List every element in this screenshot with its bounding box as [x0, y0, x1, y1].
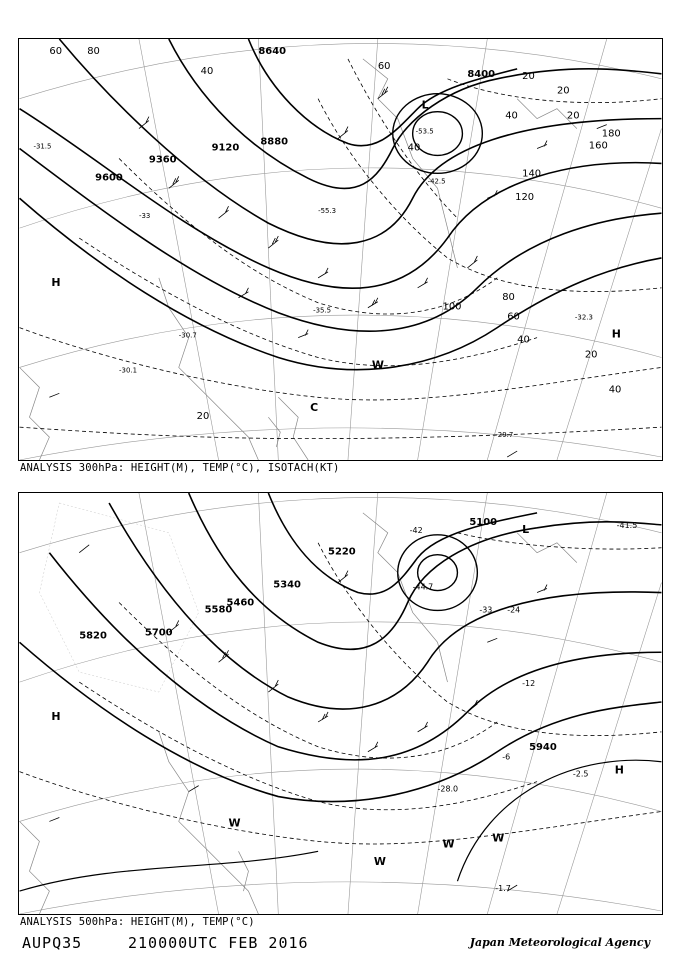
temp-label: -28.0	[437, 784, 459, 794]
isotach-label: 100	[442, 301, 462, 313]
height-label: 5940	[529, 741, 557, 753]
warm-marker: W	[371, 358, 384, 372]
isotach-label: 20	[584, 349, 598, 361]
caption-500hpa: ANALYSIS 500hPa: HEIGHT(M), TEMP(°C)	[20, 916, 255, 928]
height-label: 5700	[144, 627, 173, 639]
warm-marker: W	[228, 816, 241, 830]
high-marker: H	[611, 327, 621, 341]
temp-label: -42	[409, 525, 423, 535]
caption-300hpa: ANALYSIS 300hPa: HEIGHT(M), TEMP(°C), ISOTACH(KT)	[20, 462, 340, 474]
isotherms	[20, 533, 662, 844]
height-label: 9360	[148, 154, 177, 166]
temp-label: -41.5	[616, 520, 638, 530]
high-marker: H	[51, 709, 61, 723]
temp-label: -31.5	[33, 142, 52, 151]
map-500hpa	[18, 492, 663, 915]
isotach-label: 40	[200, 65, 214, 77]
isotach-label: 40	[517, 334, 530, 346]
high-marker: H	[51, 275, 61, 289]
warm-marker: W	[492, 831, 505, 845]
height-label: 5220	[328, 546, 356, 558]
temp-label: -55.3	[318, 207, 337, 216]
map-300hpa-canvas	[19, 39, 662, 460]
isotach-label: 20	[196, 411, 210, 423]
temp-label: -44.7	[412, 582, 434, 592]
low-contour	[398, 535, 478, 611]
agency-name: Japan Meteorological Agency	[469, 936, 650, 949]
pressure-centers	[51, 523, 623, 868]
temp-label: -12	[522, 679, 536, 689]
height-label: 8880	[260, 136, 289, 148]
low-contour	[393, 94, 483, 174]
valid-time: 210000UTC FEB 2016	[128, 934, 309, 952]
map-500hpa-canvas	[19, 493, 662, 914]
coastlines	[20, 59, 577, 460]
temp-label: -6	[502, 752, 511, 762]
height-label: 8640	[258, 45, 287, 57]
map-300hpa	[18, 38, 663, 461]
temp-label: -24	[507, 605, 521, 615]
isotach-label: 60	[49, 45, 63, 57]
warm-marker: W	[442, 837, 455, 851]
isotach-label: 120	[515, 192, 535, 204]
cold-marker: C	[310, 401, 319, 415]
isotach-label: 20	[556, 85, 570, 97]
chart-id: AUPQ35	[22, 934, 83, 952]
temp-label: -29.7	[495, 431, 514, 440]
coastlines	[20, 513, 577, 914]
isotach-label: 180	[601, 128, 621, 140]
isotach-label: 40	[505, 110, 518, 122]
height-label: 8400	[467, 68, 496, 80]
low-marker: L	[522, 522, 530, 536]
isotachs	[20, 59, 662, 439]
temp-label: -1.7	[495, 884, 511, 894]
low-marker: L	[421, 98, 429, 112]
temp-label: -2.5	[572, 769, 589, 779]
temp-label: -42.5	[427, 177, 446, 186]
temp-label: -33	[138, 212, 151, 221]
height-label: 5820	[79, 630, 107, 642]
height-contours	[20, 493, 662, 802]
height-label: 5460	[226, 597, 255, 609]
isotach-label: 80	[87, 45, 100, 57]
height-label: 9120	[211, 142, 240, 154]
temp-label: -30.7	[178, 331, 197, 340]
isotach-label: 60	[507, 311, 520, 323]
isotach-label: 160	[588, 140, 608, 152]
isotach-label: 20	[566, 110, 580, 122]
temp-label: -32.3	[574, 313, 593, 322]
isotach-label: 40	[407, 142, 421, 154]
height-label: 5340	[273, 579, 301, 591]
temp-label: -35.5	[313, 306, 332, 315]
isotach-label: 80	[502, 291, 515, 303]
outer-contour	[20, 760, 662, 894]
hatched-region	[39, 503, 198, 692]
temp-label: -30.1	[119, 366, 138, 375]
height-label: 5100	[469, 516, 498, 528]
warm-marker: W	[373, 855, 386, 869]
temp-label: -53.5	[415, 127, 434, 136]
isotach-label: 20	[522, 70, 535, 82]
height-labels	[79, 517, 557, 753]
temp-label: -33	[479, 605, 493, 615]
high-marker: H	[614, 763, 624, 777]
height-label: 9600	[95, 172, 123, 184]
isotach-label: 40	[608, 384, 622, 396]
height-labels	[95, 45, 496, 186]
isotach-label: 60	[377, 60, 391, 72]
isotach-label: 140	[522, 168, 542, 180]
height-label: 5580	[204, 604, 233, 616]
